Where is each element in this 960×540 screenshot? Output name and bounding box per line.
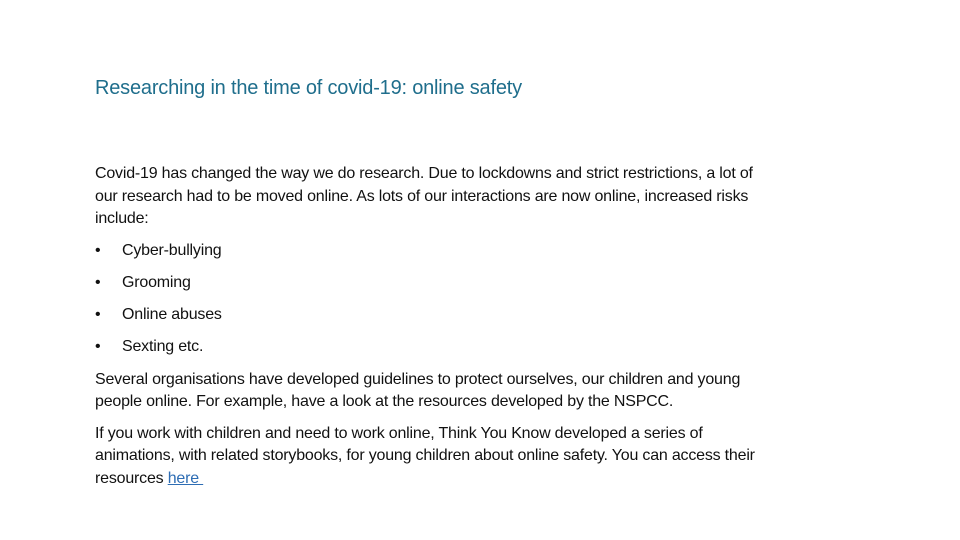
- slide-body: [95, 163, 755, 490]
- risk-list: [95, 240, 755, 359]
- list-item-text: Online abuses: [122, 306, 222, 323]
- text-line: our research had to be moved online. As lots of our interactions are now online, increased risks: [95, 187, 749, 205]
- text-line: include:: [95, 210, 149, 227]
- list-item-text: Grooming: [122, 274, 191, 291]
- list-item: [95, 240, 755, 263]
- text-line: animations, with related storybooks, for young children about online safety. You can access their: [95, 447, 755, 464]
- slide-title: Researching in the time of covid-19: online safety: [95, 77, 522, 99]
- thinkyouknow-paragraph: [95, 423, 755, 491]
- text-line: Several organisations have developed guidelines to protect ourselves, our children and young: [95, 370, 741, 388]
- list-item: [95, 304, 755, 327]
- text-line: If you work with children and need to work online, Think You Know developed a series of: [95, 424, 703, 442]
- bullet-icon: •: [95, 274, 101, 291]
- list-item: [95, 272, 755, 295]
- bullet-icon: •: [95, 338, 101, 355]
- text-line: people online. For example, have a look at the resources developed by the NSPCC.: [95, 393, 674, 410]
- list-item-text: Sexting etc.: [122, 338, 204, 355]
- text-line: [95, 468, 755, 491]
- bullet-icon: •: [95, 242, 101, 259]
- guidelines-paragraph: [95, 369, 755, 414]
- text-line: Covid-19 has changed the way we do research. Due to lockdowns and strict restrictions, a lot of: [95, 165, 753, 182]
- bullet-icon: •: [95, 306, 101, 323]
- intro-paragraph: [95, 163, 755, 231]
- list-item-text: Cyber-bullying: [122, 242, 222, 259]
- text-fragment: resources: [95, 469, 168, 487]
- list-item: [95, 336, 755, 359]
- here-link[interactable]: here: [167, 469, 204, 487]
